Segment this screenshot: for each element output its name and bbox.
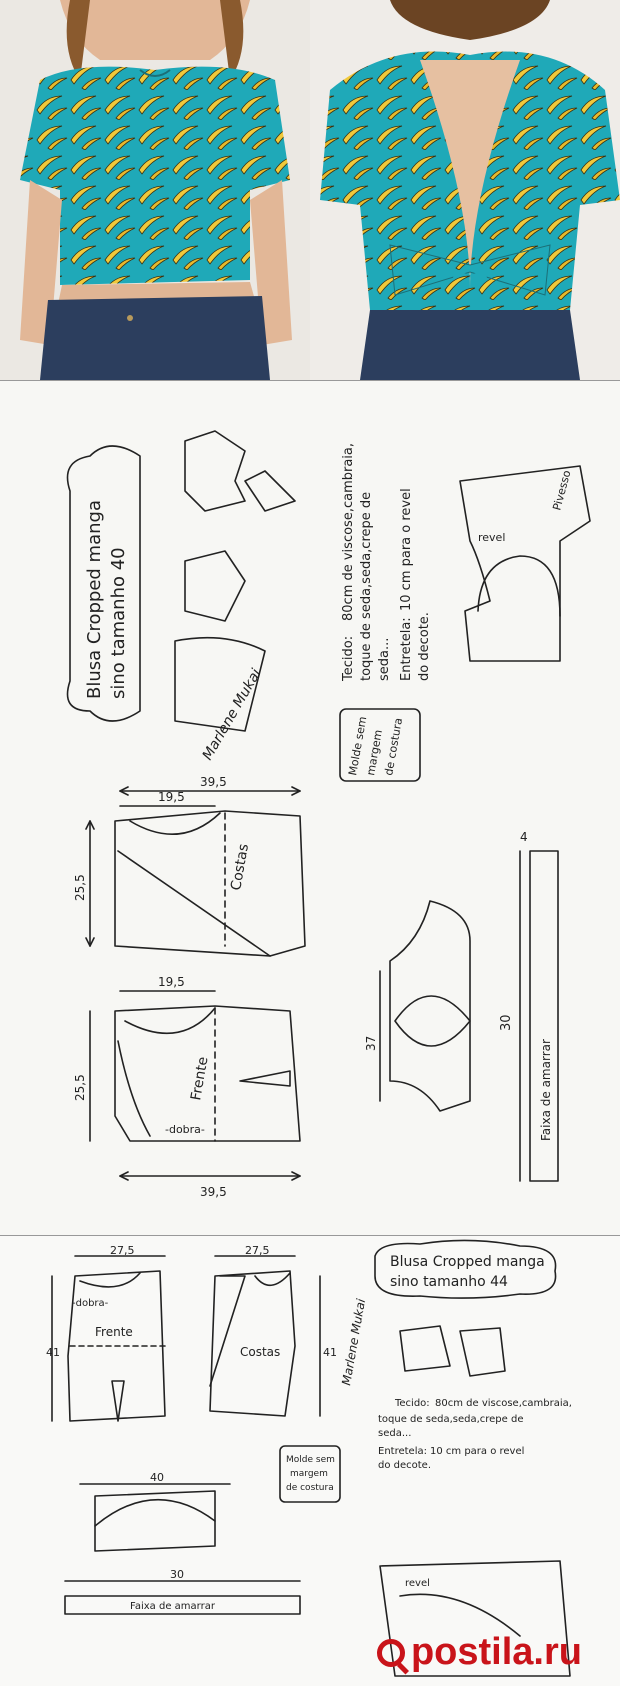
watermark: [377, 1631, 582, 1674]
fabric-text-44: 80cm de viscose,cambraia,: [435, 1398, 572, 1409]
back-label-44: Costas: [240, 1345, 281, 1359]
tie-label: Faixa de amarrar: [539, 1039, 553, 1141]
fabric-text2-44: toque de seda,seda,crepe de: [378, 1414, 524, 1425]
pattern-sheet-size-40: [0, 380, 620, 1236]
fold-label: -dobra-: [165, 1123, 205, 1136]
pattern-sheet-size-44: [0, 1236, 620, 1686]
dim-395-top: 39,5: [200, 775, 227, 789]
title-line2: sino tamanho 40: [108, 547, 129, 699]
pattern-sleeve: [390, 901, 470, 1111]
seam-note-2-44: margem: [290, 1469, 328, 1479]
back-view-model: [310, 0, 620, 380]
signature: Marlene Mukai: [199, 666, 265, 763]
watermark-text: postila.ru: [410, 1631, 582, 1673]
title-line1: Blusa Cropped manga: [84, 500, 105, 699]
fabric-text: 80cm de viscose,cambraia,: [341, 442, 356, 621]
fabric-label: Tecido:: [341, 635, 356, 681]
dim-255-back: 25,5: [73, 874, 87, 901]
dim-395-bottom: 39,5: [200, 1185, 227, 1199]
dim-41-back: 41: [323, 1346, 337, 1359]
seam-note-1-44: Molde sem: [286, 1455, 335, 1465]
dim-30: 30: [499, 1014, 514, 1031]
signature-44: Marlene Mukai: [339, 1297, 369, 1387]
dim-195-top: 19,5: [158, 790, 185, 804]
dim-41-front: 41: [46, 1346, 60, 1359]
magnifier-icon: [377, 1639, 405, 1667]
dim-275-back: 27,5: [245, 1244, 270, 1257]
dim-37: 37: [364, 1035, 378, 1051]
seam-note-3: de costura: [382, 716, 406, 777]
front-label-44: Frente: [95, 1325, 133, 1339]
seam-note-2: margem: [364, 728, 385, 777]
fabric-label-44: Tecido:: [395, 1398, 430, 1409]
product-photo: [0, 0, 620, 380]
garment-sketch-back: [175, 431, 295, 731]
interfacing-text-44: 10 cm para o revel: [430, 1446, 525, 1457]
interfacing-label-44: Entretela:: [378, 1446, 427, 1457]
fold-label-44: -dobra-: [72, 1298, 109, 1309]
interfacing-text2-44: do decote.: [378, 1460, 432, 1471]
interfacing-text2: do decote.: [417, 612, 432, 681]
seam-note-3-44: de costura: [286, 1483, 334, 1493]
seam-note-1: Molde sem: [346, 715, 370, 777]
title-line1-44: Blusa Cropped manga: [390, 1254, 545, 1270]
dim-30-44: 30: [170, 1568, 184, 1581]
revel-label-44: revel: [405, 1578, 430, 1589]
dim-255-front: 25,5: [73, 1074, 87, 1101]
pattern-facing: [460, 466, 590, 661]
fabric-text2: toque de seda,seda,crepe de: [359, 491, 374, 681]
fabric-text3: seda...: [377, 637, 392, 681]
fabric-text3-44: seda...: [378, 1428, 412, 1439]
dim-275-front: 27,5: [110, 1244, 135, 1257]
front-view-model: [0, 0, 310, 380]
dim-4-tie: 4: [520, 830, 528, 844]
back-label: Costas: [228, 842, 253, 892]
interfacing-text: 10 cm para o revel: [399, 488, 414, 611]
piece-label: Pivesso: [550, 468, 574, 512]
dim-40: 40: [150, 1471, 164, 1484]
front-label: Frente: [188, 1055, 212, 1102]
dim-195-front: 19,5: [158, 975, 185, 989]
pattern-back: [115, 811, 305, 956]
title-line2-44: sino tamanho 44: [390, 1274, 508, 1290]
tie-label-44: Faixa de amarrar: [130, 1601, 215, 1612]
revel-label: revel: [478, 531, 506, 544]
interfacing-label: Entretela:: [399, 617, 414, 681]
